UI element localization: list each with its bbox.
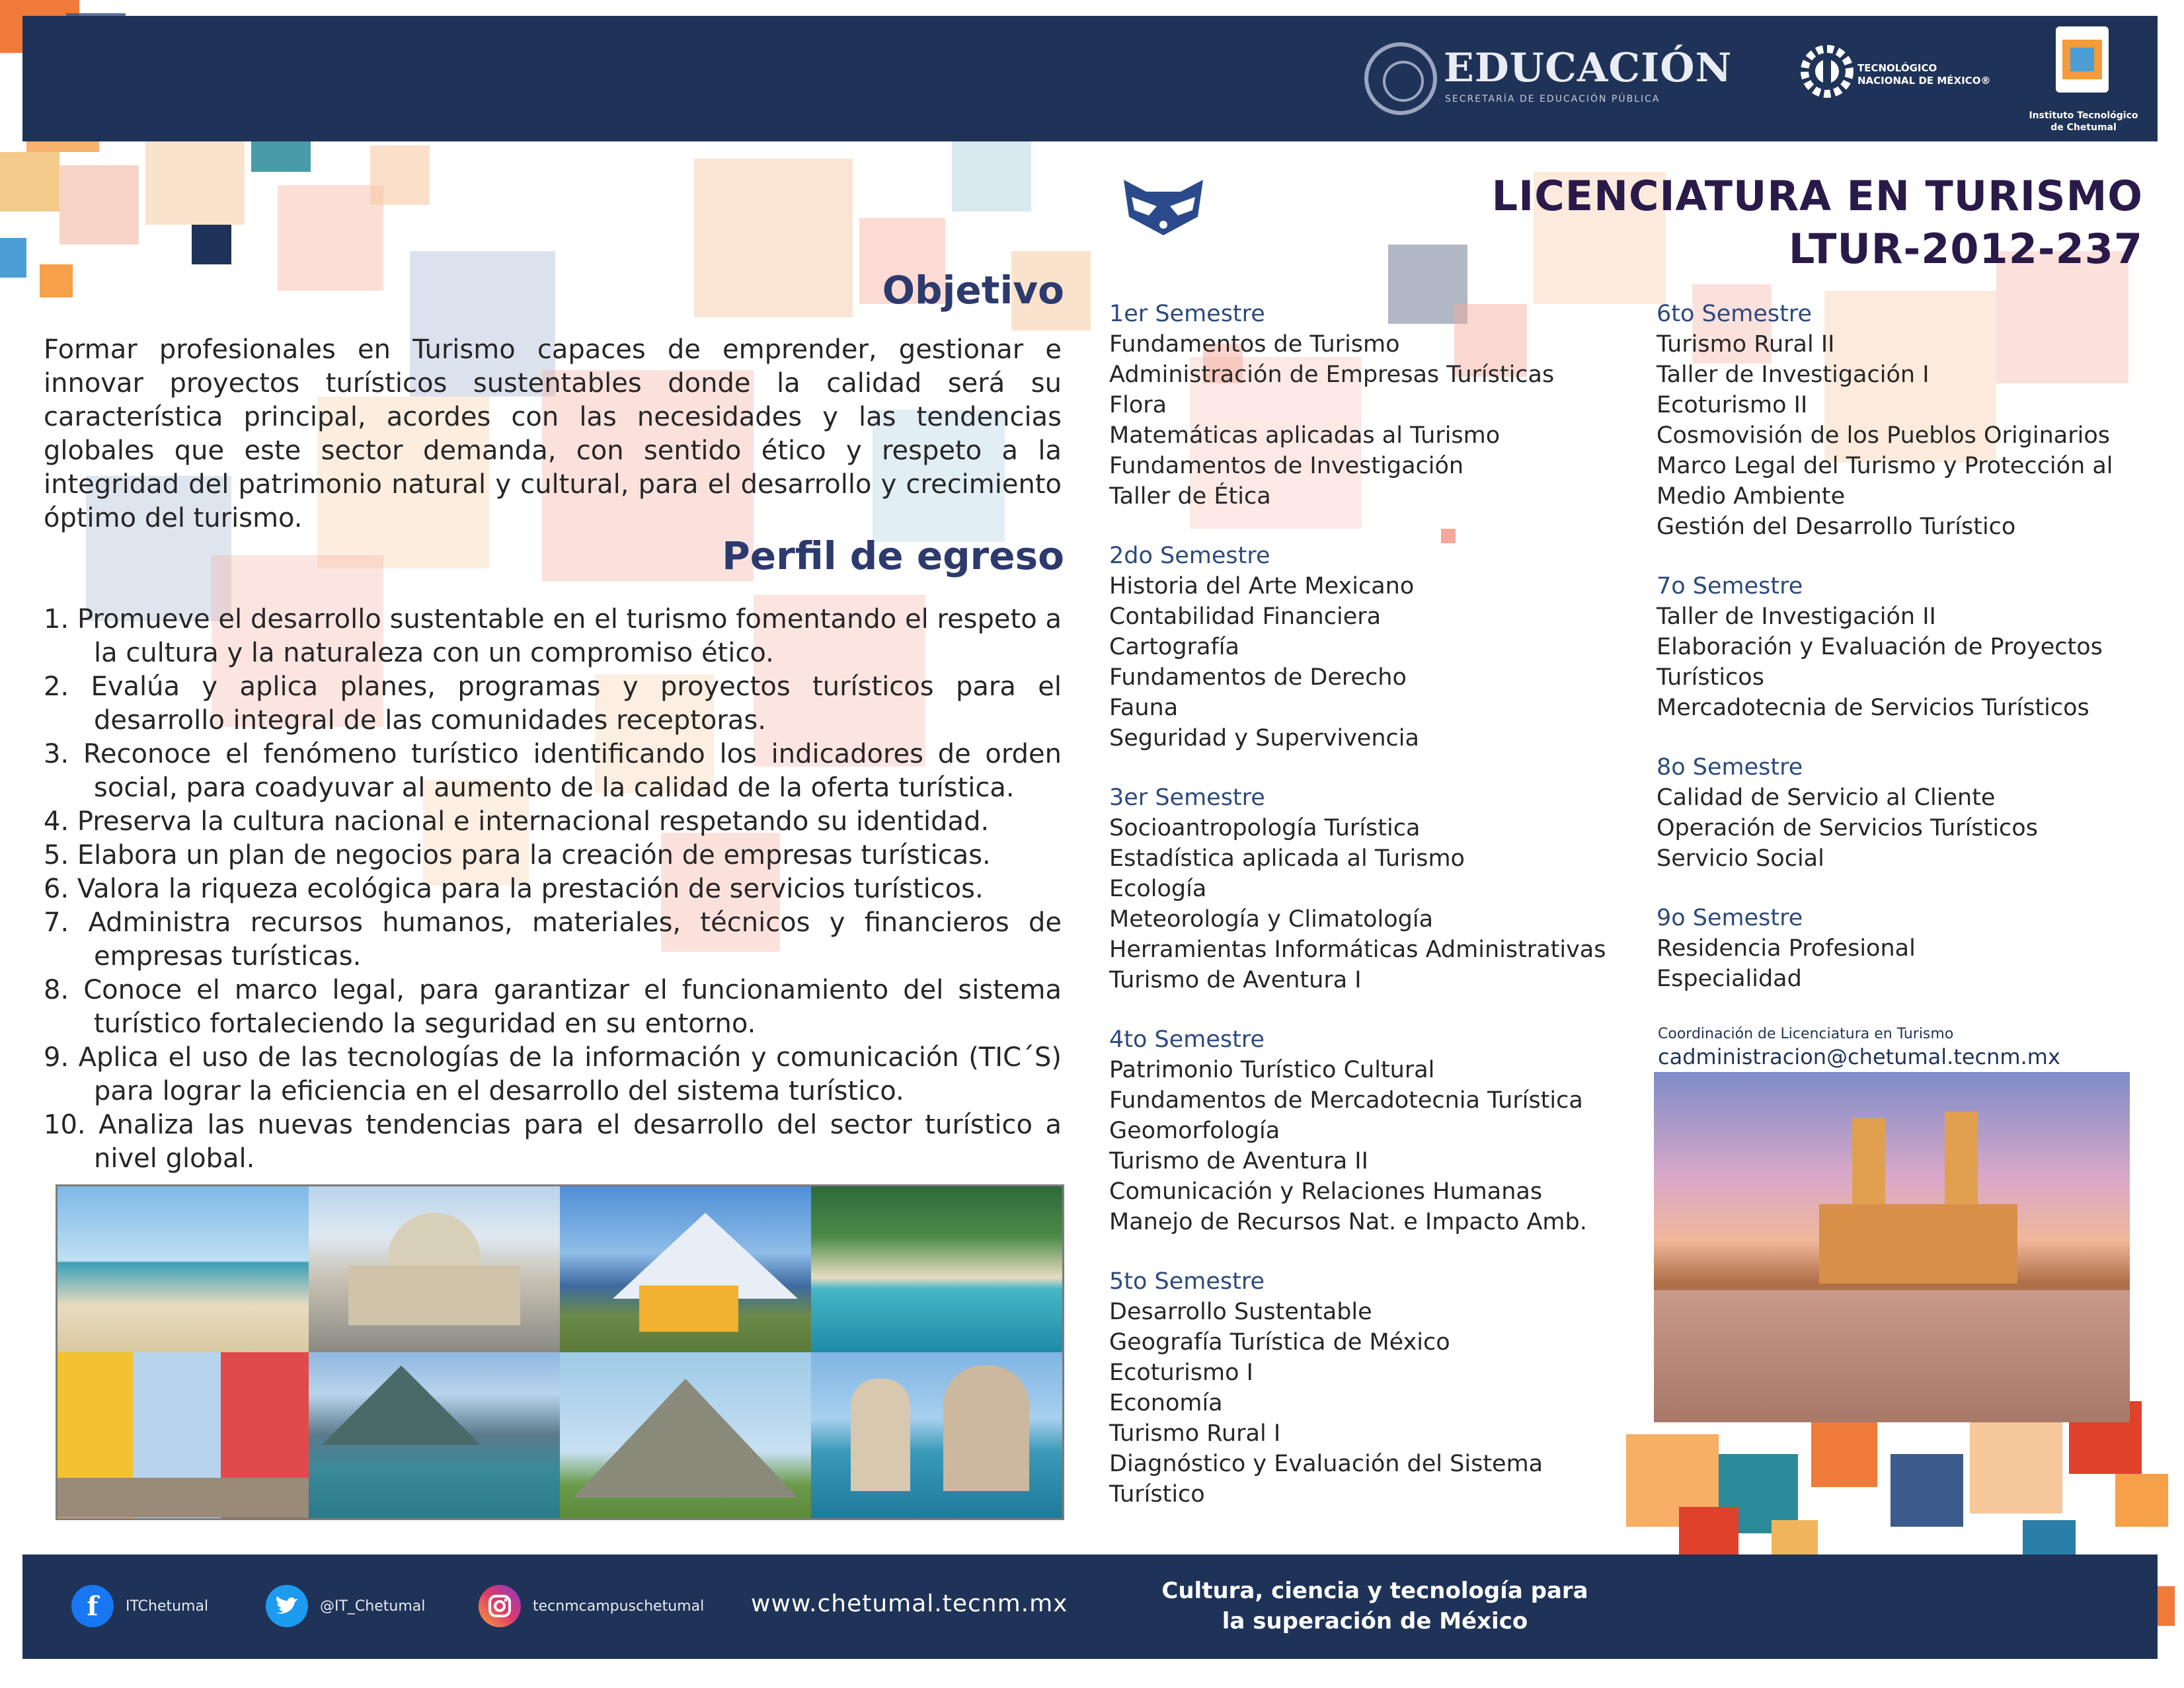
facebook-icon: f bbox=[71, 1585, 114, 1627]
semester-7 bbox=[1657, 571, 2103, 723]
itc-logo-text bbox=[2023, 110, 2144, 134]
program-code: LTUR-2012-237 bbox=[1788, 225, 2143, 273]
semester-8 bbox=[1657, 752, 2038, 874]
course-item: Residencia Profesional bbox=[1657, 935, 1916, 962]
course-item: Diagnóstico y Evaluación del Sistema bbox=[1109, 1451, 1543, 1477]
course-item: Marco Legal del Turismo y Protección al bbox=[1657, 453, 2113, 479]
photo-pyramid bbox=[560, 1352, 811, 1518]
semester-9 bbox=[1657, 903, 1916, 994]
course-item: Estadística aplicada al Turismo bbox=[1109, 845, 1465, 872]
semester-title: 1er Semestre bbox=[1109, 301, 1265, 327]
course-item: Mercadotecnia de Servicios Turísticos bbox=[1657, 695, 2089, 721]
semester-4 bbox=[1109, 1024, 1587, 1237]
course-item: Medio Ambiente bbox=[1657, 483, 1846, 510]
motto-line1: Cultura, ciencia y tecnología para bbox=[1161, 1578, 1588, 1604]
perfil-item: 3. Reconoce el fenómeno turístico identificando los indicadores de orden social, para coadyuvar al aumento de la calidad de la oferta turística. bbox=[44, 739, 1062, 803]
perfil-list bbox=[44, 603, 1062, 1176]
photo-beach bbox=[58, 1186, 309, 1352]
course-item: Historia del Arte Mexicano bbox=[1109, 573, 1415, 599]
course-list bbox=[1109, 571, 1419, 753]
course-list bbox=[1109, 329, 1554, 512]
tecnm-line1: TECNOLÓGICO bbox=[1857, 62, 1937, 74]
perfil-item: 4. Preserva la cultura nacional e internacional respetando su identidad. bbox=[44, 806, 990, 837]
course-list bbox=[1657, 933, 1916, 994]
course-item: Turismo Rural I bbox=[1109, 1420, 1281, 1447]
perfil-item: 7. Administra recursos humanos, materiales, técnicos y financieros de empresas turísticas. bbox=[44, 907, 1062, 972]
course-list bbox=[1109, 1055, 1587, 1237]
perfil-item: 9. Aplica el uso de las tecnologías de la información y comunicación (TIC´S) para lograr la eficiencia en el desarrollo del sistema turístico. bbox=[44, 1042, 1062, 1106]
instagram-link[interactable] bbox=[479, 1585, 704, 1627]
coordination-label: Coordinación de Licenciatura en Turismo bbox=[1658, 1026, 1954, 1042]
itc-line2: de Chetumal bbox=[2050, 122, 2117, 133]
twitter-link[interactable] bbox=[266, 1585, 425, 1627]
semester-title: 4to Semestre bbox=[1109, 1026, 1265, 1053]
photo-city-sunset bbox=[1654, 1072, 2130, 1422]
program-title: LICENCIATURA EN TURISMO bbox=[1491, 172, 2143, 220]
photo-palacio bbox=[309, 1186, 560, 1352]
tecnm-line2: NACIONAL DE MÉXICO® bbox=[1857, 75, 1991, 87]
semester-title: 7o Semestre bbox=[1657, 573, 1803, 599]
course-item: Desarrollo Sustentable bbox=[1109, 1299, 1372, 1325]
course-item: Fundamentos de Investigación bbox=[1109, 453, 1464, 479]
course-item: Economía bbox=[1109, 1390, 1223, 1416]
course-item: Meteorología y Climatología bbox=[1109, 906, 1434, 933]
course-item: Turístico bbox=[1109, 1481, 1205, 1508]
course-item: Elaboración y Evaluación de Proyectos bbox=[1657, 634, 2103, 660]
course-item: Fundamentos de Turismo bbox=[1109, 331, 1400, 358]
sep-seal-icon bbox=[1364, 42, 1437, 115]
facebook-handle: ITChetumal bbox=[126, 1597, 209, 1615]
perfil-item: 8. Conoce el marco legal, para garantizar el funcionamiento del sistema turístico fortaleciendo la seguridad en su entorno. bbox=[44, 975, 1062, 1039]
photo-mountains-lake bbox=[309, 1352, 560, 1518]
tecnm-gear-icon bbox=[1799, 37, 1855, 106]
semester-5 bbox=[1109, 1266, 1543, 1510]
semester-title: 9o Semestre bbox=[1657, 905, 1803, 931]
twitter-icon bbox=[266, 1585, 308, 1627]
course-item: Fauna bbox=[1109, 695, 1179, 721]
educacion-subtitle: SECRETARÍA DE EDUCACIÓN PÚBLICA bbox=[1445, 94, 1660, 104]
course-item: Taller de Ética bbox=[1109, 483, 1271, 510]
course-list bbox=[1109, 813, 1606, 995]
perfil-item: 10. Analiza las nuevas tendencias para el desarrollo del sector turístico a nivel global. bbox=[44, 1110, 1062, 1174]
course-item: Contabilidad Financiera bbox=[1109, 603, 1382, 630]
course-item: Turismo de Aventura I bbox=[1109, 967, 1362, 993]
itc-shield-icon bbox=[2056, 26, 2109, 93]
semester-3 bbox=[1109, 783, 1606, 995]
perfil-heading: Perfil de egreso bbox=[722, 533, 1064, 578]
photo-collage bbox=[56, 1184, 1064, 1520]
semester-title: 6to Semestre bbox=[1657, 301, 1813, 327]
course-item: Cartografía bbox=[1109, 634, 1239, 660]
course-item: Taller de Investigación II bbox=[1657, 603, 1936, 630]
semester-title: 5to Semestre bbox=[1109, 1268, 1265, 1295]
photo-arch-rocks bbox=[811, 1352, 1062, 1518]
course-item: Ecoturismo II bbox=[1657, 392, 1808, 418]
course-item: Socioantropología Turística bbox=[1109, 815, 1421, 841]
semester-title: 8o Semestre bbox=[1657, 754, 1803, 781]
motto-line2: la superación de México bbox=[1222, 1608, 1528, 1634]
educacion-title: EDUCACIÓN bbox=[1444, 45, 1733, 91]
course-item: Calidad de Servicio al Cliente bbox=[1657, 785, 1996, 811]
course-item: Administración de Empresas Turísticas bbox=[1109, 362, 1555, 388]
course-item: Especialidad bbox=[1657, 966, 1802, 992]
semester-title: 3er Semestre bbox=[1109, 785, 1265, 811]
website-link[interactable]: www.chetumal.tecnm.mx bbox=[751, 1590, 1068, 1617]
semester-2 bbox=[1109, 541, 1419, 753]
course-item: Ecoturismo I bbox=[1109, 1360, 1253, 1386]
course-item: Matemáticas aplicadas al Turismo bbox=[1109, 422, 1501, 449]
course-item: Fundamentos de Derecho bbox=[1109, 664, 1407, 691]
twitter-handle: @IT_Chetumal bbox=[320, 1597, 426, 1615]
course-item: Fundamentos de Mercadotecnia Turística bbox=[1109, 1087, 1583, 1114]
course-list bbox=[1657, 601, 2103, 723]
course-item: Turísticos bbox=[1657, 664, 1764, 691]
course-item: Geografía Turística de México bbox=[1109, 1329, 1450, 1356]
course-item: Manejo de Recursos Nat. e Impacto Amb. bbox=[1109, 1209, 1587, 1235]
course-item: Patrimonio Turístico Cultural bbox=[1109, 1057, 1435, 1083]
course-list bbox=[1109, 1297, 1543, 1510]
perfil-item: 1. Promueve el desarrollo sustentable en el turismo fomentando el respeto a la cultura y la naturaleza con un compromiso ético. bbox=[44, 604, 1062, 668]
objetivo-heading: Objetivo bbox=[882, 268, 1064, 313]
course-item: Operación de Servicios Turísticos bbox=[1657, 815, 2038, 841]
course-item: Seguridad y Supervivencia bbox=[1109, 725, 1419, 751]
photo-colonial-street bbox=[58, 1352, 309, 1518]
instagram-handle: tecnmcampuschetumal bbox=[533, 1597, 705, 1615]
course-item: Taller de Investigación I bbox=[1657, 362, 1930, 388]
course-item: Ecología bbox=[1109, 876, 1207, 902]
photo-bay bbox=[811, 1186, 1062, 1352]
course-item: Turismo Rural II bbox=[1657, 331, 1835, 358]
facebook-link[interactable] bbox=[71, 1585, 208, 1627]
course-item: Servicio Social bbox=[1657, 845, 1824, 872]
semester-6 bbox=[1657, 299, 2113, 542]
photo-volcano-church bbox=[560, 1186, 811, 1352]
motto bbox=[1124, 1576, 1626, 1636]
course-item: Cosmovisión de los Pueblos Originarios bbox=[1657, 422, 2111, 449]
course-item: Comunicación y Relaciones Humanas bbox=[1109, 1178, 1543, 1205]
course-item: Flora bbox=[1109, 392, 1167, 418]
itc-line1: Instituto Tecnológico bbox=[2029, 110, 2138, 121]
semester-1 bbox=[1109, 299, 1554, 512]
course-list bbox=[1657, 783, 2038, 874]
course-list bbox=[1657, 329, 2113, 542]
coordination-email-link[interactable]: cadministracion@chetumal.tecnm.mx bbox=[1658, 1044, 2060, 1069]
course-item: Turismo de Aventura II bbox=[1109, 1148, 1368, 1174]
course-item: Gestión del Desarrollo Turístico bbox=[1657, 514, 2016, 540]
tecnm-logo-text bbox=[1857, 62, 1990, 87]
semester-title: 2do Semestre bbox=[1109, 543, 1270, 569]
raccoon-icon bbox=[1120, 177, 1207, 237]
perfil-item: 2. Evalúa y aplica planes, programas y proyectos turísticos para el desarrollo integral de las comunidades receptoras. bbox=[44, 671, 1062, 736]
objetivo-text: Formar profesionales en Turismo capaces de emprender, gestionar e innovar proyectos turísticos sustentables donde la calidad será su característica principal, acordes con las necesidades y las tendencias globales que este sector demanda, con sentido ético y respeto a la integridad del patrimonio natural y cultural, para el desarrollo y crecimiento óptimo del turismo. bbox=[44, 334, 1062, 533]
course-item: Geomorfología bbox=[1109, 1118, 1280, 1144]
perfil-item: 5. Elabora un plan de negocios para la creación de empresas turísticas. bbox=[44, 840, 991, 870]
course-item: Herramientas Informáticas Administrativas bbox=[1109, 937, 1606, 963]
instagram-icon bbox=[479, 1585, 521, 1627]
perfil-item: 6. Valora la riqueza ecológica para la prestación de servicios turísticos. bbox=[44, 874, 984, 904]
